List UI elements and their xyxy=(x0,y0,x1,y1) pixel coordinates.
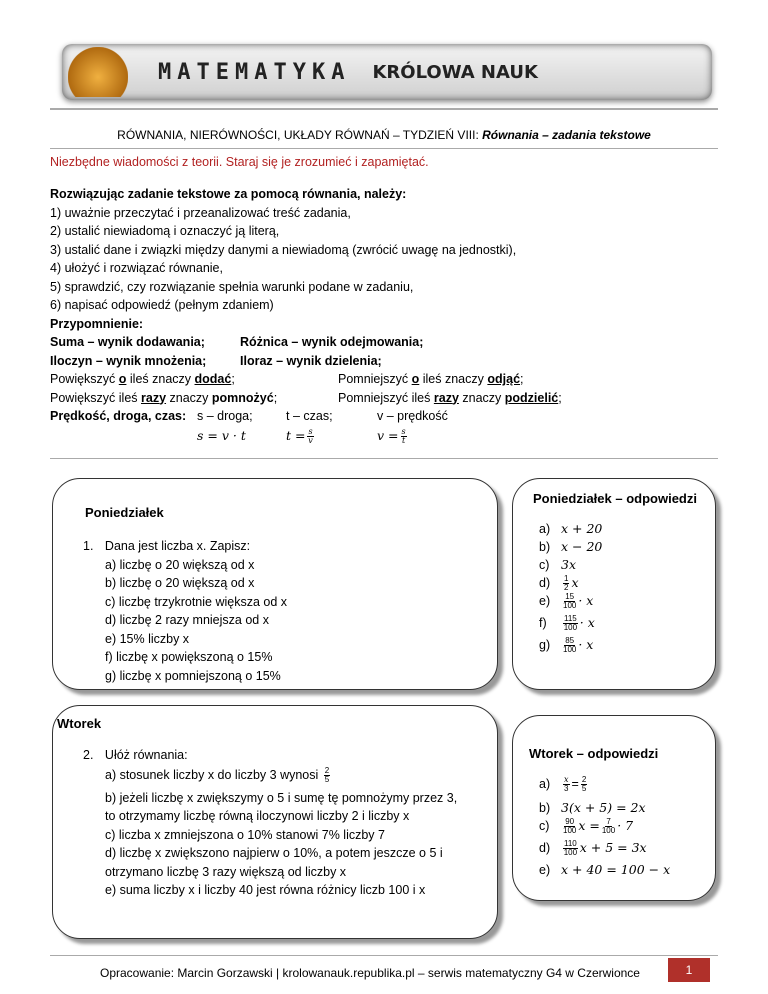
text: 1) uważnie przeczytać i przeanalizować treść zadania, xyxy=(50,205,351,220)
text: 2 xyxy=(564,583,569,593)
text: 3(x + 5) = 2x xyxy=(561,800,646,815)
text: e) 15% liczby x xyxy=(105,631,190,646)
text-span xyxy=(539,818,670,840)
fraction xyxy=(563,818,576,835)
fraction xyxy=(563,615,578,632)
text-span xyxy=(539,800,670,818)
text: 5) sprawdzić, czy rozwiązanie spełnia warunki podane w zadaniu, xyxy=(50,279,414,294)
text: ileś znaczy xyxy=(126,372,195,386)
text: 110 xyxy=(564,839,577,849)
fraction xyxy=(563,776,570,793)
text: a) stosunek liczby x do liczby 3 wynosi xyxy=(105,767,319,782)
text: ; xyxy=(520,372,524,386)
text-span xyxy=(482,128,651,142)
text: a) liczbę o 20 większą od x xyxy=(105,557,255,572)
text: a) xyxy=(539,522,551,536)
text: · x xyxy=(578,593,594,608)
text: pomnożyć xyxy=(211,390,274,405)
text: 2 xyxy=(581,775,587,784)
text: dodać xyxy=(194,372,232,386)
text-span xyxy=(50,335,516,354)
text: b) liczbę o 20 większą od x xyxy=(105,576,255,590)
text: 4) ułożyć i rozwiązać równanie, xyxy=(50,261,223,275)
text: x − 20 xyxy=(561,539,603,554)
logo-text: MATEMATYKA xyxy=(158,59,351,85)
monday-box xyxy=(52,478,498,690)
text-span xyxy=(338,372,524,386)
text: x xyxy=(564,775,569,784)
text: v = xyxy=(377,427,399,443)
text: Pomniejszyć xyxy=(338,372,412,386)
text: Dana jest liczba x. Zapisz: xyxy=(104,539,251,553)
text-span xyxy=(50,390,562,410)
text: x + 20 xyxy=(561,521,603,536)
text: 3 xyxy=(564,784,569,793)
text: o xyxy=(118,372,127,386)
text: d) liczbę x zwiększono najpierw o 10%, a potem jeszcze o 5 i xyxy=(105,846,443,860)
text: 7 xyxy=(606,817,611,827)
divider xyxy=(50,458,718,459)
text: o xyxy=(411,372,420,386)
fraction xyxy=(563,575,569,592)
page-number: 1 xyxy=(668,958,710,982)
text-span xyxy=(539,593,602,615)
tuesday-box xyxy=(52,705,498,939)
text: Ułóż równania: xyxy=(104,748,188,762)
text-span xyxy=(83,748,457,902)
text: e) xyxy=(539,863,551,877)
footer-text: Opracowanie: Marcin Gorzawski | krolowanauk.republika.pl – serwis matematyczny G4 w Czerwionce xyxy=(100,966,640,980)
text: f) liczbę x powiększoną o 15% xyxy=(105,650,273,664)
text-span xyxy=(539,539,602,557)
text: podzielić xyxy=(504,390,559,405)
text: 90 xyxy=(565,817,575,827)
text: 100 xyxy=(563,601,577,611)
text: c) xyxy=(539,819,550,833)
text: Iloczyn – wynik mnożenia; xyxy=(50,353,207,368)
monday-answers-title: Poniedziałek – odpowiedzi xyxy=(533,491,697,506)
text: e) suma liczby x i liczby 40 jest równa różnicy liczb 100 i x xyxy=(105,883,426,897)
text: e) xyxy=(539,594,551,608)
text: d) liczbę 2 razy mniejsza od x xyxy=(105,613,269,627)
text: 6) napisać odpowiedź (pełnym zdaniem) xyxy=(50,298,274,312)
text: g) xyxy=(539,638,551,652)
text: 100 xyxy=(563,848,578,858)
fraction xyxy=(401,428,407,445)
text: · x xyxy=(579,615,595,630)
text: = xyxy=(571,776,579,791)
text: x + 5 = 3x xyxy=(579,840,647,855)
text-span xyxy=(105,767,457,902)
text: x xyxy=(571,575,579,590)
text: t = xyxy=(286,427,306,443)
text: s = v · t xyxy=(197,427,246,443)
text: znaczy xyxy=(458,390,505,405)
text: 100 xyxy=(563,826,577,836)
monday-answers-box xyxy=(512,478,716,690)
text: Różnica – wynik odejmowania; xyxy=(240,335,424,349)
text: 3) ustalić dane i związki między danymi a niewiadomą (zwrócić uwagę na jednostki), xyxy=(50,242,517,257)
text: v xyxy=(308,435,313,445)
text: d) xyxy=(539,841,551,855)
text: ileś znaczy xyxy=(419,372,488,386)
text: ; xyxy=(273,390,278,405)
text: RÓWNANIA, NIERÓWNOŚCI, UKŁADY RÓWNAŃ xyxy=(117,128,390,142)
text: to otrzymamy liczbę równą iloczynowi liczby 2 i liczby x xyxy=(105,809,410,823)
text: 115 xyxy=(564,614,577,624)
text: 15 xyxy=(565,592,575,602)
divider xyxy=(50,108,718,110)
logo-banner xyxy=(62,44,712,100)
fraction xyxy=(563,840,578,857)
footer-divider xyxy=(50,955,718,956)
text: t – czas; xyxy=(286,409,333,423)
text-span xyxy=(539,615,602,637)
theory-section xyxy=(50,187,562,452)
text: otrzymano liczbę 3 razy większą od liczby x xyxy=(105,864,347,879)
text: ; xyxy=(231,372,235,386)
text: odjąć xyxy=(487,372,521,386)
text: 5 xyxy=(324,774,330,784)
text: 100 xyxy=(563,623,578,633)
fraction xyxy=(602,818,615,835)
text-span xyxy=(539,776,670,800)
divider xyxy=(50,148,718,149)
monday-task xyxy=(83,539,287,687)
tuesday-answers-title: Wtorek – odpowiedzi xyxy=(529,746,659,761)
text: 100 xyxy=(601,826,616,836)
text: Przypomnienie: xyxy=(50,316,144,331)
text-span xyxy=(50,317,516,336)
text: b) jeżeli liczbę x zwiększymy o 5 i sumę tę pomnożymy przez 3, xyxy=(105,790,458,805)
text: Iloraz – wynik dzielenia; xyxy=(240,353,382,368)
text-span xyxy=(539,840,670,862)
text-span xyxy=(539,557,602,575)
text: Prędkość, droga, czas: xyxy=(50,409,187,423)
tuesday-title: Wtorek xyxy=(57,716,102,731)
text: znaczy xyxy=(166,390,212,405)
text: v – prędkość xyxy=(377,409,448,423)
text: x + 40 = 100 − x xyxy=(561,862,671,877)
text: Równania – zadania tekstowe xyxy=(482,128,651,142)
monday-title: Poniedziałek xyxy=(85,505,164,520)
text: b) xyxy=(539,801,551,815)
text-span xyxy=(50,428,516,452)
text-span xyxy=(338,391,562,405)
text: s xyxy=(401,426,406,436)
text-span xyxy=(539,776,670,880)
crown-icon xyxy=(68,47,128,97)
text-span xyxy=(83,748,457,767)
text: – TYDZIEŃ VIII: xyxy=(389,128,483,142)
text: d) xyxy=(539,576,551,590)
text: · 7 xyxy=(617,818,634,833)
text: 100 xyxy=(563,645,577,655)
text: f) xyxy=(539,616,547,630)
text-span xyxy=(50,187,516,206)
text: s xyxy=(308,426,313,436)
text-span xyxy=(50,354,516,373)
text: c) liczbę trzykrotnie większa od x xyxy=(105,594,288,609)
text-span xyxy=(105,767,457,791)
text-span xyxy=(377,428,409,445)
fraction xyxy=(563,637,576,654)
fraction xyxy=(581,776,587,793)
text: g) liczbę x pomniejszoną o 15% xyxy=(105,668,281,683)
text: 5 xyxy=(581,784,587,793)
text: Powiększyć xyxy=(50,372,119,386)
text: a) xyxy=(539,776,551,791)
text: b) xyxy=(539,540,551,554)
text: 2. xyxy=(83,748,94,762)
fraction xyxy=(324,767,330,784)
text-span xyxy=(50,409,516,428)
text: t xyxy=(401,435,406,445)
text: Pomniejszyć ileś xyxy=(338,390,434,405)
fraction xyxy=(307,428,313,445)
logo-subtext: KRÓLOWA NAUK xyxy=(372,61,538,83)
text: razy xyxy=(141,390,167,405)
text-span xyxy=(539,575,602,593)
text-span xyxy=(286,428,316,445)
fraction xyxy=(563,593,576,610)
text-span xyxy=(105,558,287,688)
text: 2 xyxy=(324,765,330,775)
text-span xyxy=(50,372,524,391)
text: · x xyxy=(578,637,594,652)
text: ; xyxy=(558,390,562,405)
text-span xyxy=(539,862,670,880)
text: razy xyxy=(433,390,459,405)
text: 3x xyxy=(561,557,577,572)
text: Powiększyć ileś xyxy=(50,390,141,405)
text: 85 xyxy=(565,636,575,646)
page-title xyxy=(0,128,768,142)
text-span xyxy=(539,521,602,659)
intro-text: Niezbędne wiadomości z teorii. Staraj się je zrozumieć i zapamiętać. xyxy=(50,155,429,169)
text-span xyxy=(539,521,602,539)
text-span xyxy=(539,637,602,659)
text: 2) ustalić niewiadomą i oznaczyć ją literą, xyxy=(50,224,280,238)
text: c) xyxy=(539,558,550,572)
text: 1. xyxy=(83,539,94,553)
text-span xyxy=(83,539,287,558)
text: Suma – wynik dodawania; xyxy=(50,335,205,349)
text: 1 xyxy=(564,574,569,584)
text: c) liczba x zmniejszona o 10% stanowi 7% liczby 7 xyxy=(105,827,385,842)
text: s – droga; xyxy=(197,409,253,423)
text: x = xyxy=(578,818,600,833)
text: Rozwiązując zadanie tekstowe za pomocą równania, należy: xyxy=(50,187,407,201)
tuesday-answers-box xyxy=(512,715,716,901)
